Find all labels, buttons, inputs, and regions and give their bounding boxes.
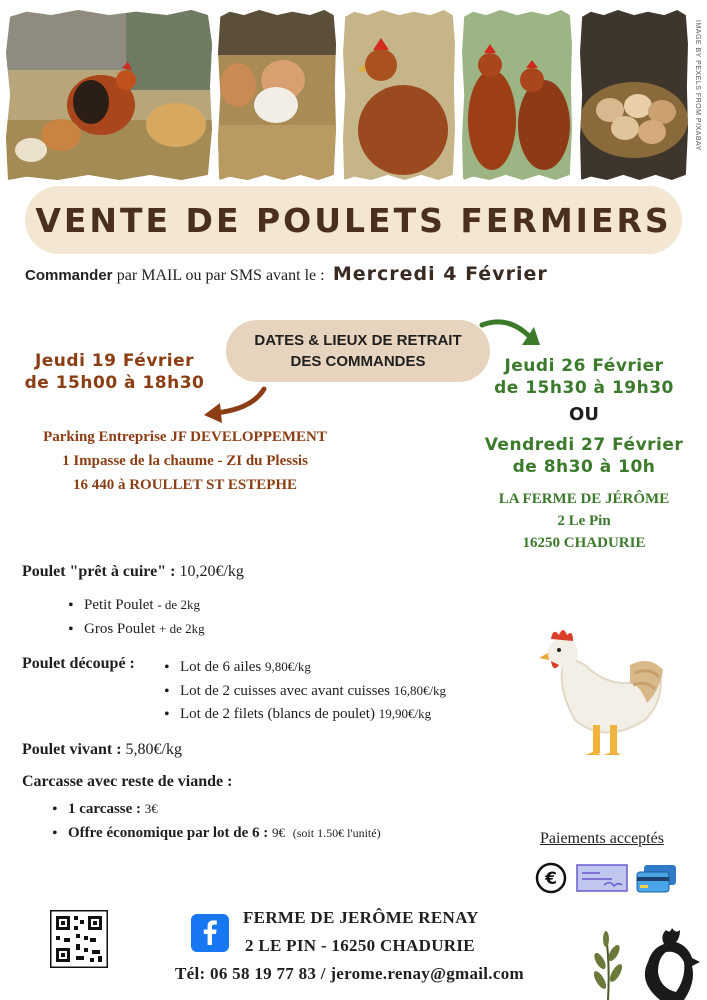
product-pret-price: 10,20€/kg	[179, 563, 244, 580]
right-addr-line1: LA FERME DE JÉRÔME	[498, 491, 670, 507]
left-pickup-address	[20, 425, 350, 497]
right-pickup-address	[484, 488, 684, 554]
order-commander: Commander	[25, 267, 113, 284]
footer-farm-name: FERME DE JERÔME RENAY	[243, 908, 479, 927]
item-name: Gros Poulet	[84, 621, 156, 637]
product-pret-a-cuire	[22, 563, 244, 581]
left-addr-line3: 16 440 à ROULLET ST ESTEPHE	[72, 477, 298, 493]
left-pickup-date	[12, 350, 217, 394]
item-name: Lot de 2 filets (blancs de poulet)	[180, 706, 375, 722]
olive-branch-icon	[578, 925, 638, 1000]
item-price: 9,80€/kg	[264, 659, 311, 674]
left-pickup-date-line1: Jeudi 19 Février	[34, 351, 195, 371]
right-pickup-date1	[484, 355, 684, 399]
list-item	[68, 801, 158, 818]
list-item	[84, 621, 205, 638]
pickup-pill	[226, 320, 490, 382]
credit-card-icon	[636, 864, 678, 894]
item-price: 3€	[144, 801, 158, 816]
qr-code-icon	[50, 910, 108, 968]
product-vivant-label: Poulet vivant :	[22, 741, 122, 758]
left-addr-line1: Parking Entreprise JF DEVELOPPEMENT	[43, 429, 327, 445]
photo-eggs-nest	[218, 10, 336, 180]
item-price: 16,80€/kg	[393, 683, 447, 698]
photo-credit: IMAGE BY PEXELS FROM PIXABAY	[694, 20, 701, 151]
list-item	[180, 706, 431, 723]
list-item	[180, 659, 311, 676]
product-pret-label: Poulet "prêt à cuire" :	[22, 563, 176, 580]
photo-red-hen	[343, 10, 455, 180]
right-pickup-date1-line2: de 15h30 à 19h30	[494, 378, 674, 398]
item-name: Lot de 2 cuisses avec avant cuisses	[180, 683, 390, 699]
cheque-icon	[576, 864, 628, 892]
svg-text:€: €	[545, 869, 557, 889]
item-name: Offre économique par lot de 6 :	[68, 825, 269, 841]
or-separator: OU	[569, 404, 599, 425]
photo-egg-basket	[580, 10, 688, 180]
order-deadline-line	[25, 263, 705, 285]
list-item	[180, 683, 446, 700]
green-arrow-icon	[478, 315, 548, 355]
order-deadline-date: Mercredi 4 Février	[332, 263, 548, 285]
left-pickup-date-line2: de 15h00 à 18h30	[24, 373, 205, 393]
left-addr-line2: 1 Impasse de la chaume - ZI du Plessis	[62, 453, 308, 469]
right-pickup-date2-line2: de 8h30 à 10h	[512, 457, 656, 477]
item-note: (soit 1.50€ l'unité)	[292, 826, 381, 840]
title-banner	[25, 186, 682, 254]
pickup-pill-line2: DES COMMANDES	[290, 353, 426, 370]
product-decoupe-label: Poulet découpé :	[22, 655, 135, 672]
order-middle-text: par MAIL ou par SMS avant le :	[116, 267, 325, 284]
right-pickup-date2-line1: Vendredi 27 Février	[484, 435, 684, 455]
rooster-silhouette-icon	[630, 922, 707, 1000]
hen-illustration-icon	[535, 625, 675, 770]
list-item	[68, 825, 381, 842]
footer-address: 2 LE PIN - 16250 CHADURIE	[245, 936, 475, 955]
right-pickup-date2	[478, 434, 690, 478]
item-price: 19,90€/kg	[378, 706, 432, 721]
photo-chickens-straw	[6, 10, 212, 180]
page-title: VENTE DE POULETS FERMIERS	[35, 200, 672, 240]
facebook-icon[interactable]	[191, 914, 229, 952]
item-name: Petit Poulet	[84, 597, 154, 613]
product-vivant-price: 5,80€/kg	[125, 741, 182, 758]
payments-title: Paiements acceptés	[540, 830, 664, 847]
product-vivant	[22, 741, 182, 759]
item-note: - de 2kg	[157, 597, 200, 612]
footer-contact: Tél: 06 58 19 77 83 / jerome.renay@gmail.com	[175, 964, 524, 983]
list-item	[84, 597, 200, 614]
product-carcasse-label: Carcasse avec reste de viande :	[22, 773, 233, 790]
pickup-pill-line1: DATES & LIEUX DE RETRAIT	[254, 332, 462, 349]
photo-two-hens	[462, 10, 572, 180]
item-note: + de 2kg	[159, 621, 205, 636]
item-name: 1 carcasse :	[68, 801, 142, 817]
right-addr-line3: 16250 CHADURIE	[522, 535, 646, 551]
euro-cash-icon	[535, 862, 567, 894]
right-pickup-date1-line1: Jeudi 26 Février	[504, 356, 664, 376]
item-price: 9€	[272, 825, 286, 840]
item-name: Lot de 6 ailes	[180, 659, 262, 675]
right-addr-line2: 2 Le Pin	[557, 513, 611, 529]
